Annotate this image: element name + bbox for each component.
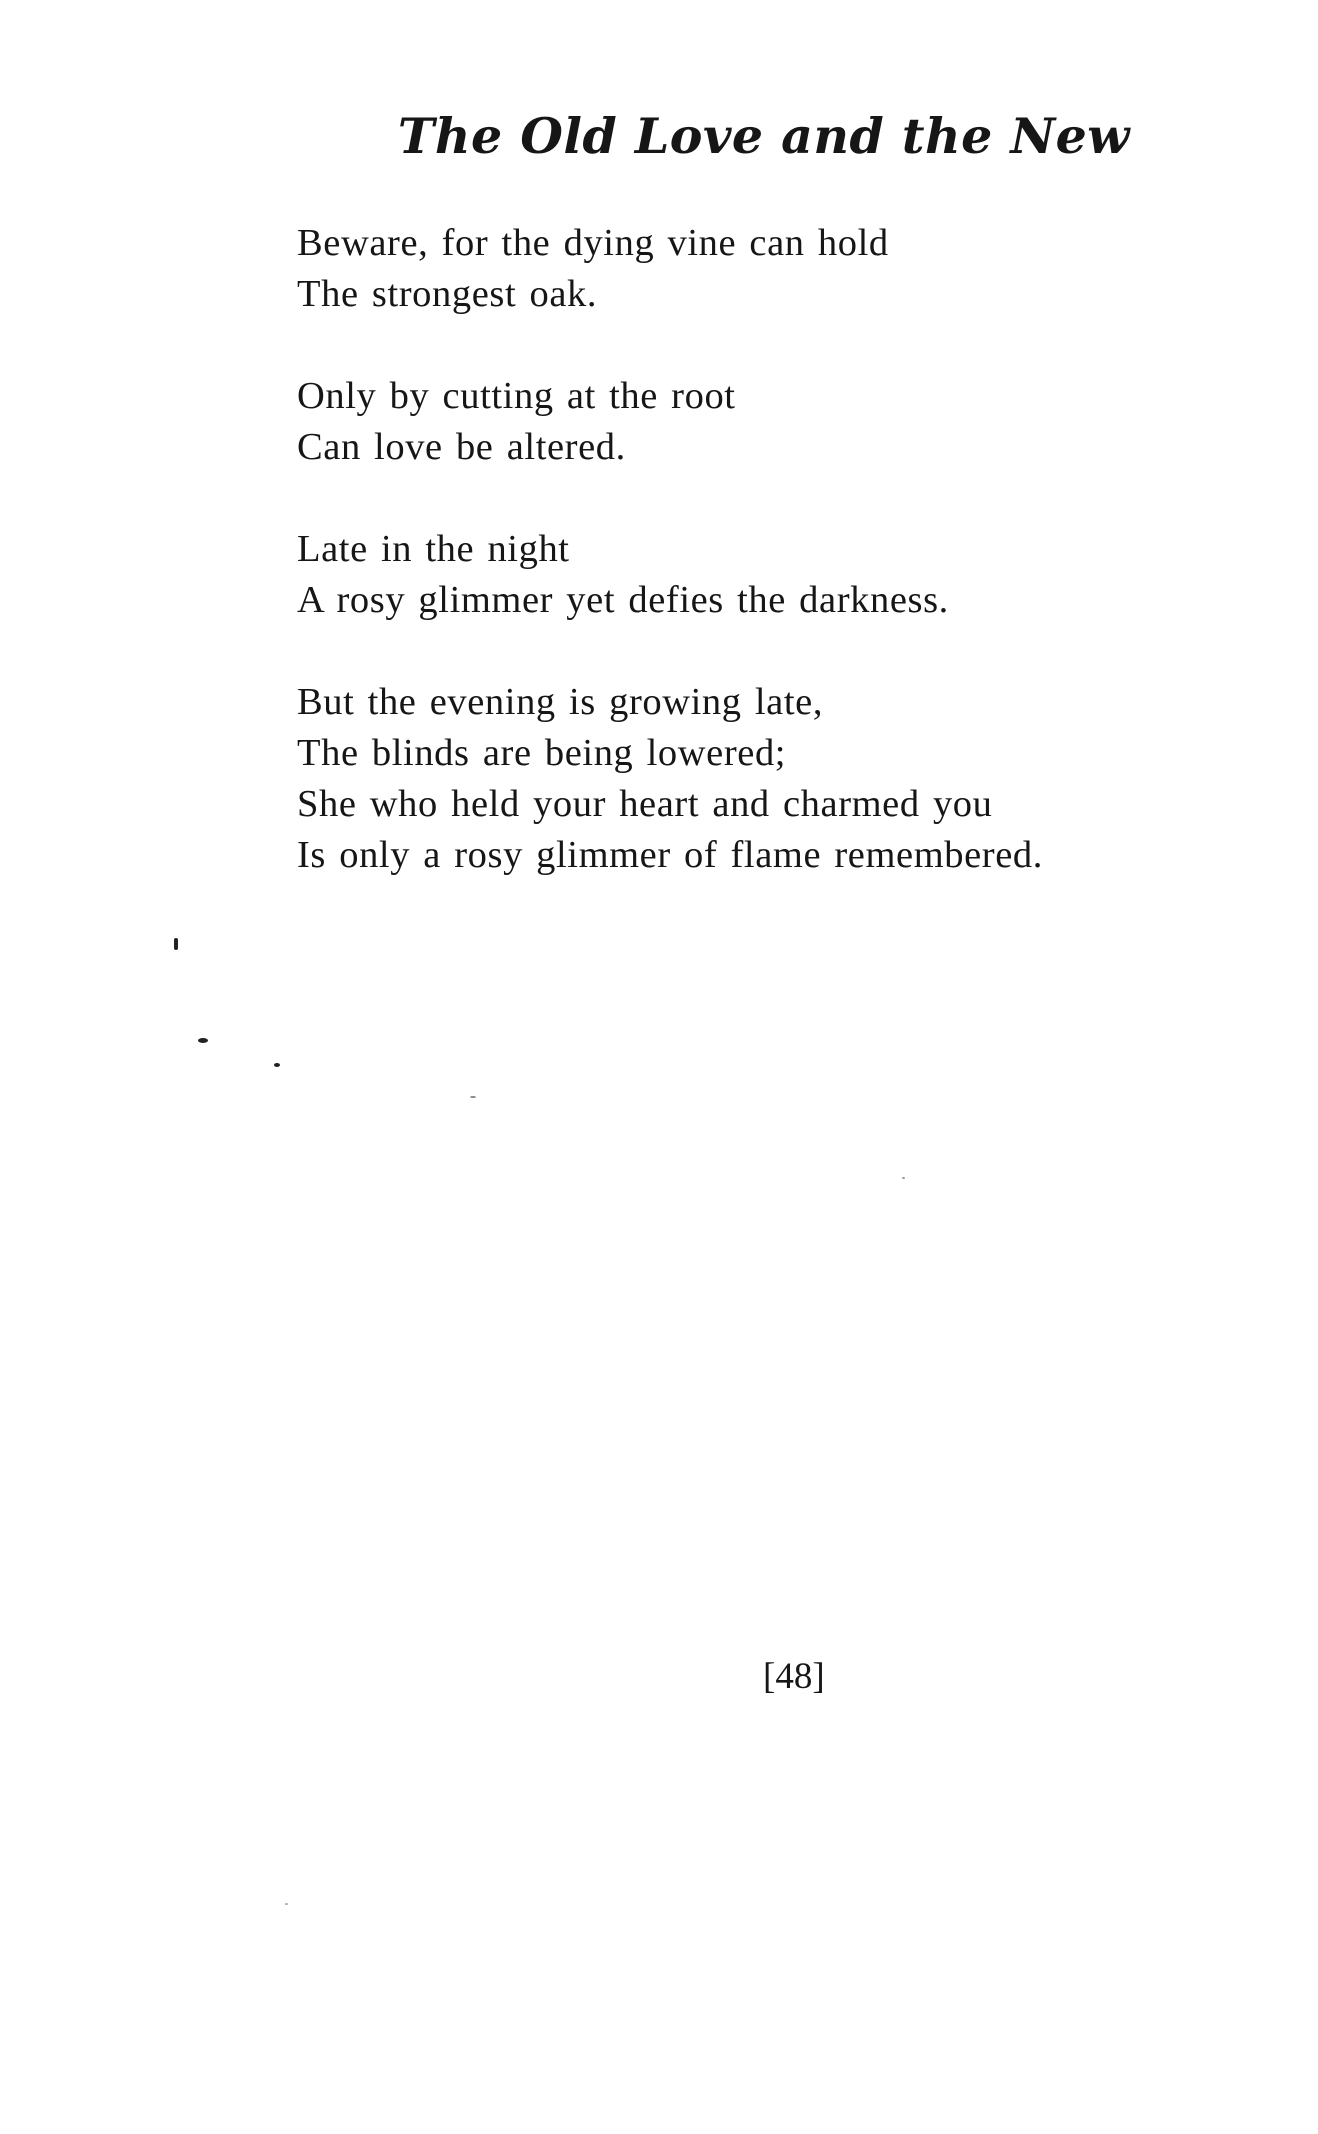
poem-line: Late in the night bbox=[297, 528, 570, 570]
scan-speck bbox=[902, 1177, 905, 1179]
poem-line: But the evening is growing late, bbox=[297, 681, 824, 723]
poem-line: Beware, for the dying vine can hold bbox=[297, 222, 889, 264]
poem-body bbox=[297, 218, 1197, 932]
scan-speck bbox=[174, 938, 178, 950]
poem-line: A rosy glimmer yet defies the darkness. bbox=[297, 579, 949, 621]
poem-line: Can love be altered. bbox=[297, 426, 626, 468]
stanza-1 bbox=[297, 218, 1197, 320]
poem-line: She who held your heart and charmed you bbox=[297, 783, 993, 825]
poem-line: Is only a rosy glimmer of flame remembered. bbox=[297, 834, 1043, 876]
stanza-3 bbox=[297, 524, 1197, 626]
stanza-2 bbox=[297, 371, 1197, 473]
stanza-4 bbox=[297, 677, 1197, 881]
poem-line: The blinds are being lowered; bbox=[297, 732, 787, 774]
scan-speck bbox=[274, 1063, 280, 1067]
scan-speck bbox=[198, 1038, 208, 1043]
page-number: [48] bbox=[763, 1656, 825, 1697]
scan-speck bbox=[470, 1096, 476, 1098]
scan-speck bbox=[285, 1903, 288, 1905]
running-head-title: The Old Love and the New bbox=[397, 107, 1130, 165]
poem-line: The strongest oak. bbox=[297, 273, 598, 315]
poem-line: Only by cutting at the root bbox=[297, 375, 736, 417]
